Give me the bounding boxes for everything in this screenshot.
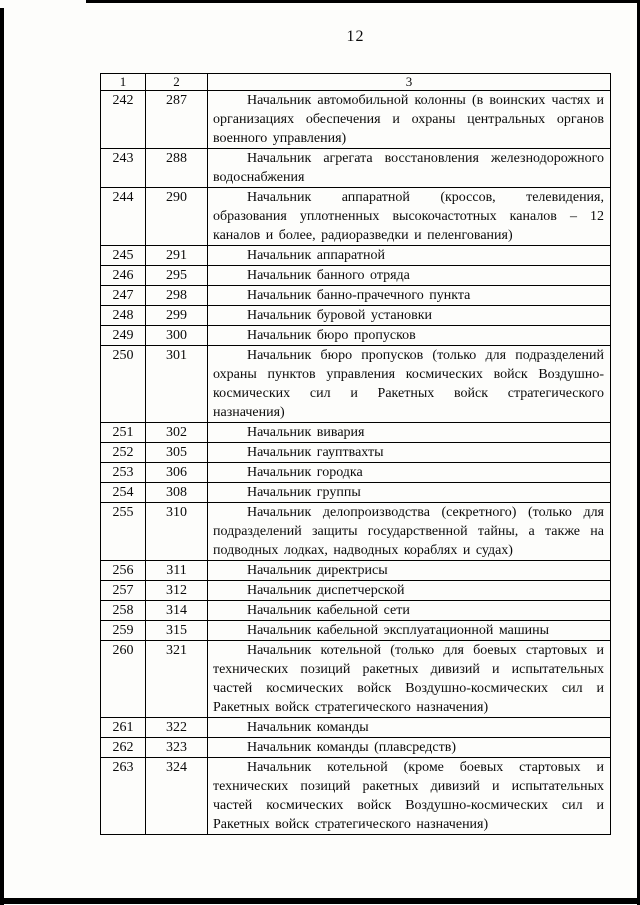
- position-code-cell: 322: [146, 718, 208, 738]
- scan-border-bottom: [0, 898, 640, 904]
- page-number: 12: [346, 28, 365, 45]
- table-row: [101, 641, 611, 718]
- position-title-cell: Начальник бюро пропусков: [208, 326, 611, 346]
- position-code-cell: 324: [146, 758, 208, 835]
- position-title-cell: Начальник диспетчерской: [208, 581, 611, 601]
- position-code-cell: 310: [146, 503, 208, 561]
- row-number-cell: 261: [101, 718, 146, 738]
- row-number-cell: 257: [101, 581, 146, 601]
- position-code-cell: 290: [146, 188, 208, 246]
- row-number-cell: 255: [101, 503, 146, 561]
- position-code-cell: 287: [146, 91, 208, 149]
- row-number-cell: 242: [101, 91, 146, 149]
- row-number-cell: 260: [101, 641, 146, 718]
- position-code-cell: 300: [146, 326, 208, 346]
- position-code-cell: 308: [146, 483, 208, 503]
- column-header-2: 2: [146, 74, 208, 91]
- row-number-cell: 250: [101, 346, 146, 423]
- column-header-3: 3: [208, 74, 611, 91]
- row-number-cell: 249: [101, 326, 146, 346]
- table-row: [101, 266, 611, 286]
- position-code-cell: 312: [146, 581, 208, 601]
- position-code-cell: 288: [146, 149, 208, 188]
- table-row: [101, 246, 611, 266]
- table-row: [101, 718, 611, 738]
- row-number-cell: 245: [101, 246, 146, 266]
- position-code-cell: 302: [146, 423, 208, 443]
- scan-border-left: [0, 8, 4, 905]
- table-row: [101, 91, 611, 149]
- position-title-cell: Начальник котельной (только для боевых стартовых и технических позиций ракетных дивизий и испытательных частей космических войск Воздушно-космических сил и Ракетных войск стратегического назначения): [208, 641, 611, 718]
- row-number-cell: 258: [101, 601, 146, 621]
- position-title-cell: Начальник банно-прачечного пункта: [208, 286, 611, 306]
- position-code-cell: 295: [146, 266, 208, 286]
- table-row: [101, 286, 611, 306]
- table-row: [101, 601, 611, 621]
- position-title-cell: Начальник кабельной сети: [208, 601, 611, 621]
- row-number-cell: 252: [101, 443, 146, 463]
- position-code-cell: 306: [146, 463, 208, 483]
- position-code-cell: 298: [146, 286, 208, 306]
- position-code-cell: 305: [146, 443, 208, 463]
- position-title-cell: Начальник агрегата восстановления железнодорожного водоснабжения: [208, 149, 611, 188]
- position-code-cell: 311: [146, 561, 208, 581]
- column-header-1: 1: [101, 74, 146, 91]
- position-title-cell: Начальник котельной (кроме боевых стартовых и технических позиций ракетных дивизий и испытательных частей космических войск Воздушно-космических сил и Ракетных войск стратегического назначения): [208, 758, 611, 835]
- row-number-cell: 256: [101, 561, 146, 581]
- table-row: [101, 738, 611, 758]
- position-title-cell: Начальник банного отряда: [208, 266, 611, 286]
- row-number-cell: 246: [101, 266, 146, 286]
- table-row: [101, 149, 611, 188]
- table-row: [101, 483, 611, 503]
- position-title-cell: Начальник вивария: [208, 423, 611, 443]
- position-title-cell: Начальник гауптвахты: [208, 443, 611, 463]
- position-title-cell: Начальник команды (плавсредств): [208, 738, 611, 758]
- table-header-row: [101, 74, 611, 91]
- position-title-cell: Начальник автомобильной колонны (в воинских частях и организациях обеспечения и охраны центральных органов военного управления): [208, 91, 611, 149]
- scan-border-top: [86, 0, 640, 3]
- table-row: [101, 581, 611, 601]
- table-row: [101, 503, 611, 561]
- table-row: [101, 621, 611, 641]
- positions-table: [100, 73, 611, 835]
- position-title-cell: Начальник директрисы: [208, 561, 611, 581]
- position-code-cell: 321: [146, 641, 208, 718]
- position-code-cell: 314: [146, 601, 208, 621]
- position-title-cell: Начальник бюро пропусков (только для подразделений охраны пунктов управления космических войск Воздушно-космических сил и Ракетных войск стратегического назначения): [208, 346, 611, 423]
- position-title-cell: Начальник делопроизводства (секретного) (только для подразделений защиты государственной тайны, а также на подводных лодках, надводных кораблях и судах): [208, 503, 611, 561]
- row-number-cell: 243: [101, 149, 146, 188]
- position-title-cell: Начальник аппаратной: [208, 246, 611, 266]
- table-row: [101, 463, 611, 483]
- position-title-cell: Начальник городка: [208, 463, 611, 483]
- position-title-cell: Начальник буровой установки: [208, 306, 611, 326]
- position-code-cell: 315: [146, 621, 208, 641]
- row-number-cell: 253: [101, 463, 146, 483]
- position-title-cell: Начальник команды: [208, 718, 611, 738]
- table-row: [101, 443, 611, 463]
- row-number-cell: 263: [101, 758, 146, 835]
- position-code-cell: 301: [146, 346, 208, 423]
- table-row: [101, 561, 611, 581]
- row-number-cell: 254: [101, 483, 146, 503]
- row-number-cell: 248: [101, 306, 146, 326]
- row-number-cell: 259: [101, 621, 146, 641]
- table-row: [101, 188, 611, 246]
- table-row: [101, 326, 611, 346]
- table-row: [101, 423, 611, 443]
- table-body: [101, 91, 611, 835]
- table-row: [101, 346, 611, 423]
- position-title-cell: Начальник аппаратной (кроссов, телевидения, образования уплотненных высокочастотных каналов – 12 каналов и более, радиоразведки и пеленгования): [208, 188, 611, 246]
- position-title-cell: Начальник кабельной эксплуатационной машины: [208, 621, 611, 641]
- position-title-cell: Начальник группы: [208, 483, 611, 503]
- row-number-cell: 251: [101, 423, 146, 443]
- table-row: [101, 758, 611, 835]
- position-code-cell: 299: [146, 306, 208, 326]
- position-code-cell: 291: [146, 246, 208, 266]
- row-number-cell: 244: [101, 188, 146, 246]
- table-row: [101, 306, 611, 326]
- row-number-cell: 262: [101, 738, 146, 758]
- position-code-cell: 323: [146, 738, 208, 758]
- row-number-cell: 247: [101, 286, 146, 306]
